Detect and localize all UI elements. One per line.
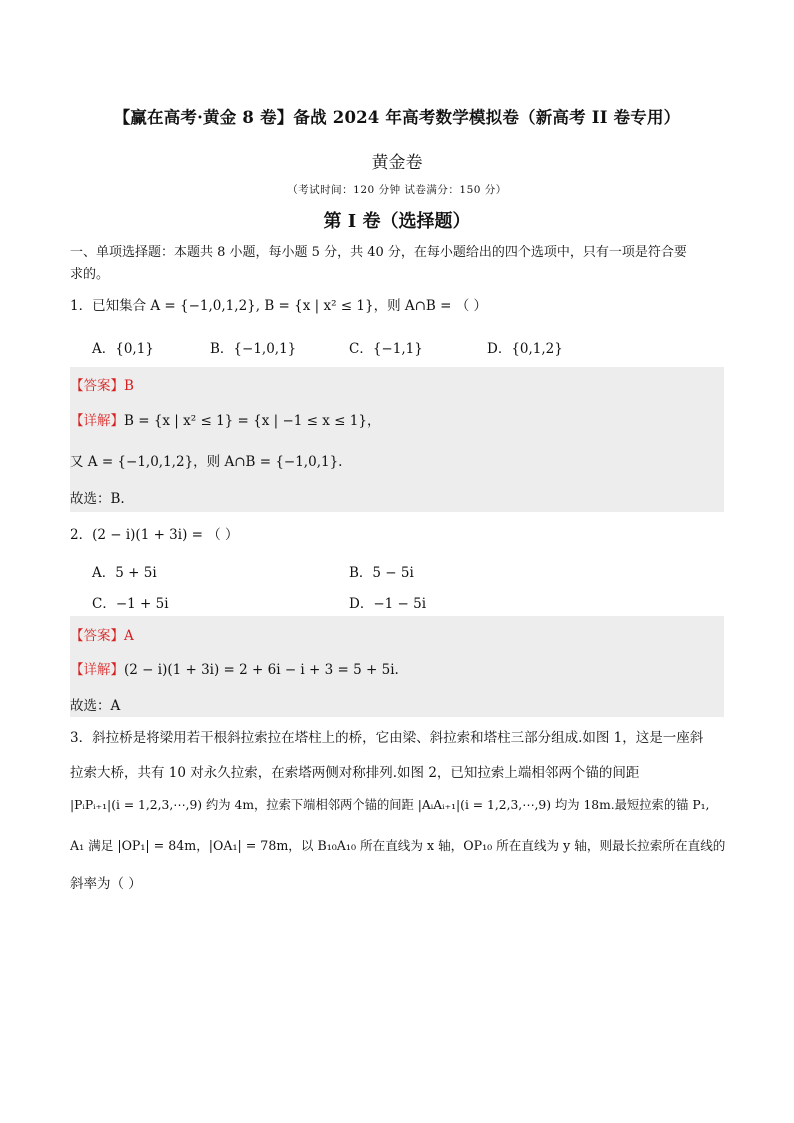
instructions-line-2: 求的。: [70, 267, 110, 282]
exam-subtitle: 黄金卷: [371, 153, 423, 173]
q2-answer-value: A: [124, 628, 134, 644]
q1-answer-label: 【答案】: [70, 378, 124, 394]
q3-line-2: 拉索大桥，共有 10 对永久拉索，在索塔两侧对称排列.如图 2，已知拉索上端相邻两个锚的间距: [70, 765, 640, 781]
q1-detail: [70, 409, 380, 429]
q1-detail-text: B = {x | x² ≤ 1} = {x | −1 ≤ x ≤ 1}，: [124, 413, 381, 429]
section-heading: 第 I 卷（选择题）: [323, 211, 471, 232]
time-info: （考试时间：120 分钟 试卷满分：150 分）: [287, 184, 507, 196]
q3-line-5: 斜率为（ ）: [70, 876, 142, 892]
q3-line-1: 3．斜拉桥是将梁用若干根斜拉索拉在塔柱上的桥，它由梁、斜拉索和塔柱三部分组成.如图 1，这是一座斜: [70, 730, 704, 746]
q1-detail-line-2: 又 A = {−1,0,1,2}，则 A∩B = {−1,0,1}.: [70, 454, 343, 470]
q2-detail-label: 【详解】: [70, 662, 124, 678]
q2-detail-text: (2 − i)(1 + 3i) = 2 + 6i − i + 3 = 5 + 5i.: [124, 662, 399, 678]
q2-answer: [70, 624, 134, 644]
q2-option-d: D．−1 − 5i: [349, 596, 427, 612]
q1-stem: 1．已知集合 A = {−1,0,1,2}, B = {x | x² ≤ 1}，则 A∩B = （ ）: [70, 298, 488, 314]
q1-answer: [70, 374, 134, 394]
q1-option-c: C．{−1,1}: [349, 341, 423, 357]
exam-title: 【赢在高考·黄金 8 卷】备战 2024 年高考数学模拟卷（新高考 II 卷专用）: [113, 108, 681, 127]
q1-answer-block: [70, 367, 724, 512]
q2-answer-block: [70, 616, 724, 717]
q1-answer-value: B: [124, 378, 134, 394]
q2-detail: [70, 658, 399, 678]
q3-line-3: |PᵢPᵢ₊₁|(i = 1,2,3,⋯,9) 约为 4m，拉索下端相邻两个锚的间距 |AᵢAᵢ₊₁|(i = 1,2,3,⋯,9) 均为 18m.最短拉索的锚 P₁,: [70, 798, 710, 812]
q2-stem: 2．(2 − i)(1 + 3i) = （ ）: [70, 527, 239, 543]
q1-option-d: D．{0,1,2}: [487, 341, 563, 357]
q2-option-a: A．5 + 5i: [92, 565, 157, 581]
q1-option-a: A．{0,1}: [92, 341, 154, 357]
q1-choice: 故选：B.: [70, 491, 125, 507]
q2-option-b: B．5 − 5i: [349, 565, 414, 581]
q2-option-c: C．−1 + 5i: [92, 596, 169, 612]
instructions-line-1: 一、单项选择题：本题共 8 小题，每小题 5 分，共 40 分，在每小题给出的四个选项中，只有一项是符合要: [70, 245, 687, 260]
q2-choice: 故选：A: [70, 698, 121, 714]
q1-option-b: B．{−1,0,1}: [210, 341, 297, 357]
q3-line-4: A₁ 满足 |OP₁| = 84m，|OA₁| = 78m，以 B₁₀A₁₀ 所在直线为 x 轴，OP₁₀ 所在直线为 y 轴，则最长拉索所在直线的: [70, 838, 726, 853]
q2-answer-label: 【答案】: [70, 628, 124, 644]
q1-detail-label: 【详解】: [70, 413, 124, 429]
